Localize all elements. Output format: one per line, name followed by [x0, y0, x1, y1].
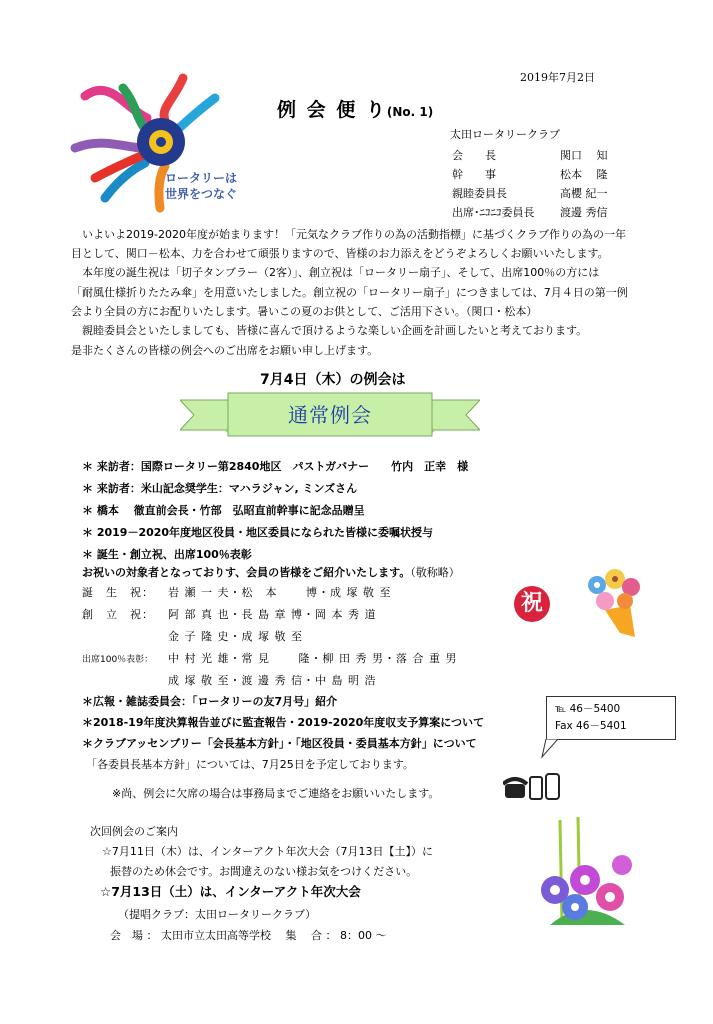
next-sponsor: （提唱クラブ：太田ロータリークラブ） [118, 908, 317, 921]
logo-caption-line1: ロータリーは [165, 171, 238, 185]
title-main: 例 会 便 り [277, 99, 387, 121]
officer-name: 高櫻 紀一 [560, 187, 608, 200]
morning-glory-image [530, 815, 640, 935]
speech-tail [540, 739, 560, 759]
officer-row [452, 185, 608, 201]
intro-line: 是非たくさんの皆様の例会へのご出席をお願い申し上げます。 [71, 344, 379, 357]
intro-line: 「耐風仕様折りたたみ傘」を用意いたしました。創立祝の「ロータリー扇子」につきましては、7月４日の第一例 [71, 286, 628, 299]
agenda-item: ＊ 2019－2020年度地区役員・地区委員になられた皆様に委嘱状授与 [82, 526, 434, 539]
intro-line: いよいよ2019-2020年度が始まります！「元気なクラブ作りの為の活動指標」に基づくクラブ作りの為の一年 [82, 228, 626, 241]
officer-role: 出席･ﾆｺﾆｺ委員長 [452, 206, 535, 219]
next-heading: 次回例会のご案内 [90, 825, 178, 838]
celebration-names: 中 村 光 雄・常 見 隆・柳 田 秀 男・落 合 重 男 [168, 652, 458, 665]
next-event: ☆7月13日（土）は、インターアクト年次大会 [100, 884, 361, 899]
phone-icons [503, 772, 563, 802]
item: ＊2018-19年度決算報告並びに監査報告・2019-2020年度収支予算案について [82, 716, 485, 729]
next-line: ☆7月11日（木）は、インターアクト年次大会（7月13日【土】）に [102, 845, 434, 858]
title-number: (No. 1) [386, 105, 434, 119]
celebration-note: （敬称略） [410, 566, 460, 579]
celebrate-seal: 祝 [514, 586, 550, 622]
officer-row [452, 147, 608, 163]
contact-fax: Fax 46－5401 [555, 720, 627, 732]
officer-role: 会 長 [452, 149, 496, 162]
item: ＊クラブアッセンブリー「会長基本方針」・「地区役員・委員基本方針」について [82, 737, 477, 750]
agenda-item: ＊ 来訪者：国際ロータリー第2840地区 パストガバナー 竹内 正幸 様 [82, 460, 469, 473]
celebration-names: 成 塚 敬 至・渡 邊 秀 信・中 島 明 浩 [168, 674, 377, 687]
celebration-row [82, 584, 391, 600]
celebration-label: 出席100％表彰： [82, 655, 154, 665]
officer-name: 松本 隆 [560, 168, 608, 181]
items-note: 「各委員長基本方針」については、7月25日を予定しております。 [86, 758, 414, 771]
celebration-label: 創 立 祝： [82, 608, 154, 621]
next-venue: 会 場 ： 太田市立太田高等学校 集 合 ： 8：00 ～ [110, 929, 387, 942]
contact-box [546, 696, 676, 740]
agenda-item: ＊ 来訪者：米山記念奨学生：マハラジャン, ミンズさん [82, 482, 358, 495]
celebration-names: 金 子 隆 史・成 塚 敬 至 [168, 630, 303, 643]
phone-icon [503, 772, 563, 802]
agenda-item: ＊ 誕生・創立祝、出席100％表彰 [82, 548, 252, 561]
celebration-names: 岩 瀬 一 夫・松 本 博・成 塚 敬 至 [168, 586, 392, 599]
meeting-ribbon [180, 390, 480, 440]
officer-role: 親睦委員長 [452, 187, 507, 200]
celebration-row [82, 650, 457, 666]
morning-glory-graphic [530, 815, 640, 935]
celebration-intro [82, 563, 460, 582]
item: ＊広報・雑誌委員会：「ロータリーの友7月号」紹介 [82, 695, 338, 708]
contact-tel: ℡ 46－5400 [555, 703, 621, 715]
intro-line: 会より全員の方にお配りいたします。暑いこの夏のお供として、ご活用下さい。（関口・松本） [71, 305, 538, 318]
logo-caption [165, 170, 237, 202]
officer-name: 関口 知 [560, 149, 608, 162]
officer-name: 渡邊 秀信 [560, 206, 608, 219]
celebration-row [82, 672, 376, 688]
officer-role: 幹 事 [452, 168, 496, 181]
celebration-row [82, 628, 303, 644]
meeting-heading: 7月4日（木）の例会は [260, 372, 406, 388]
logo-caption-line2: 世界をつなぐ [165, 187, 238, 201]
bouquet-image [575, 565, 655, 640]
next-line: 振替のため休会です。お間違えのない様お気をつけください。 [110, 865, 418, 878]
celebration-row [82, 606, 376, 622]
celebration-label: 誕 生 祝： [82, 586, 154, 599]
speech-tail-graphic [540, 739, 560, 759]
intro-line: 目として、関口－松本、力を合わせて頑張りますので、皆様のお力添えをどうぞよろしくお願いいたします。 [71, 247, 609, 260]
intro-line: 親睦委員会といたしましても、皆様に喜んで頂けるような楽しい企画を計画したいと考えております。 [82, 324, 588, 337]
date: 2019年7月2日 [520, 71, 595, 84]
celebration-intro-text: お祝いの対象者となっておりす、会員の皆様をご紹介いたします。 [82, 566, 411, 579]
officer-row [452, 204, 608, 220]
club-name: 太田ロータリークラブ [450, 128, 560, 141]
page-title [277, 95, 433, 122]
rotary-logo [65, 68, 265, 218]
bouquet-graphic [575, 565, 655, 640]
intro-line: 本年度の誕生祝は「切子タンブラー（2客）」、創立祝は「ロータリー扇子」、そして、出席100％の方には [82, 266, 600, 279]
meeting-type: 通常例会 [288, 403, 372, 427]
absence-note: ※尚、例会に欠席の場合は事務局までご連絡をお願いいたします。 [112, 787, 440, 800]
officer-row [452, 166, 608, 182]
agenda-item: ＊ 橋本 徹直前会長・竹部 弘昭直前幹事に記念品贈呈 [82, 504, 365, 517]
celebration-names: 阿 部 真 也・長 島 章 博・岡 本 秀 道 [168, 608, 377, 621]
